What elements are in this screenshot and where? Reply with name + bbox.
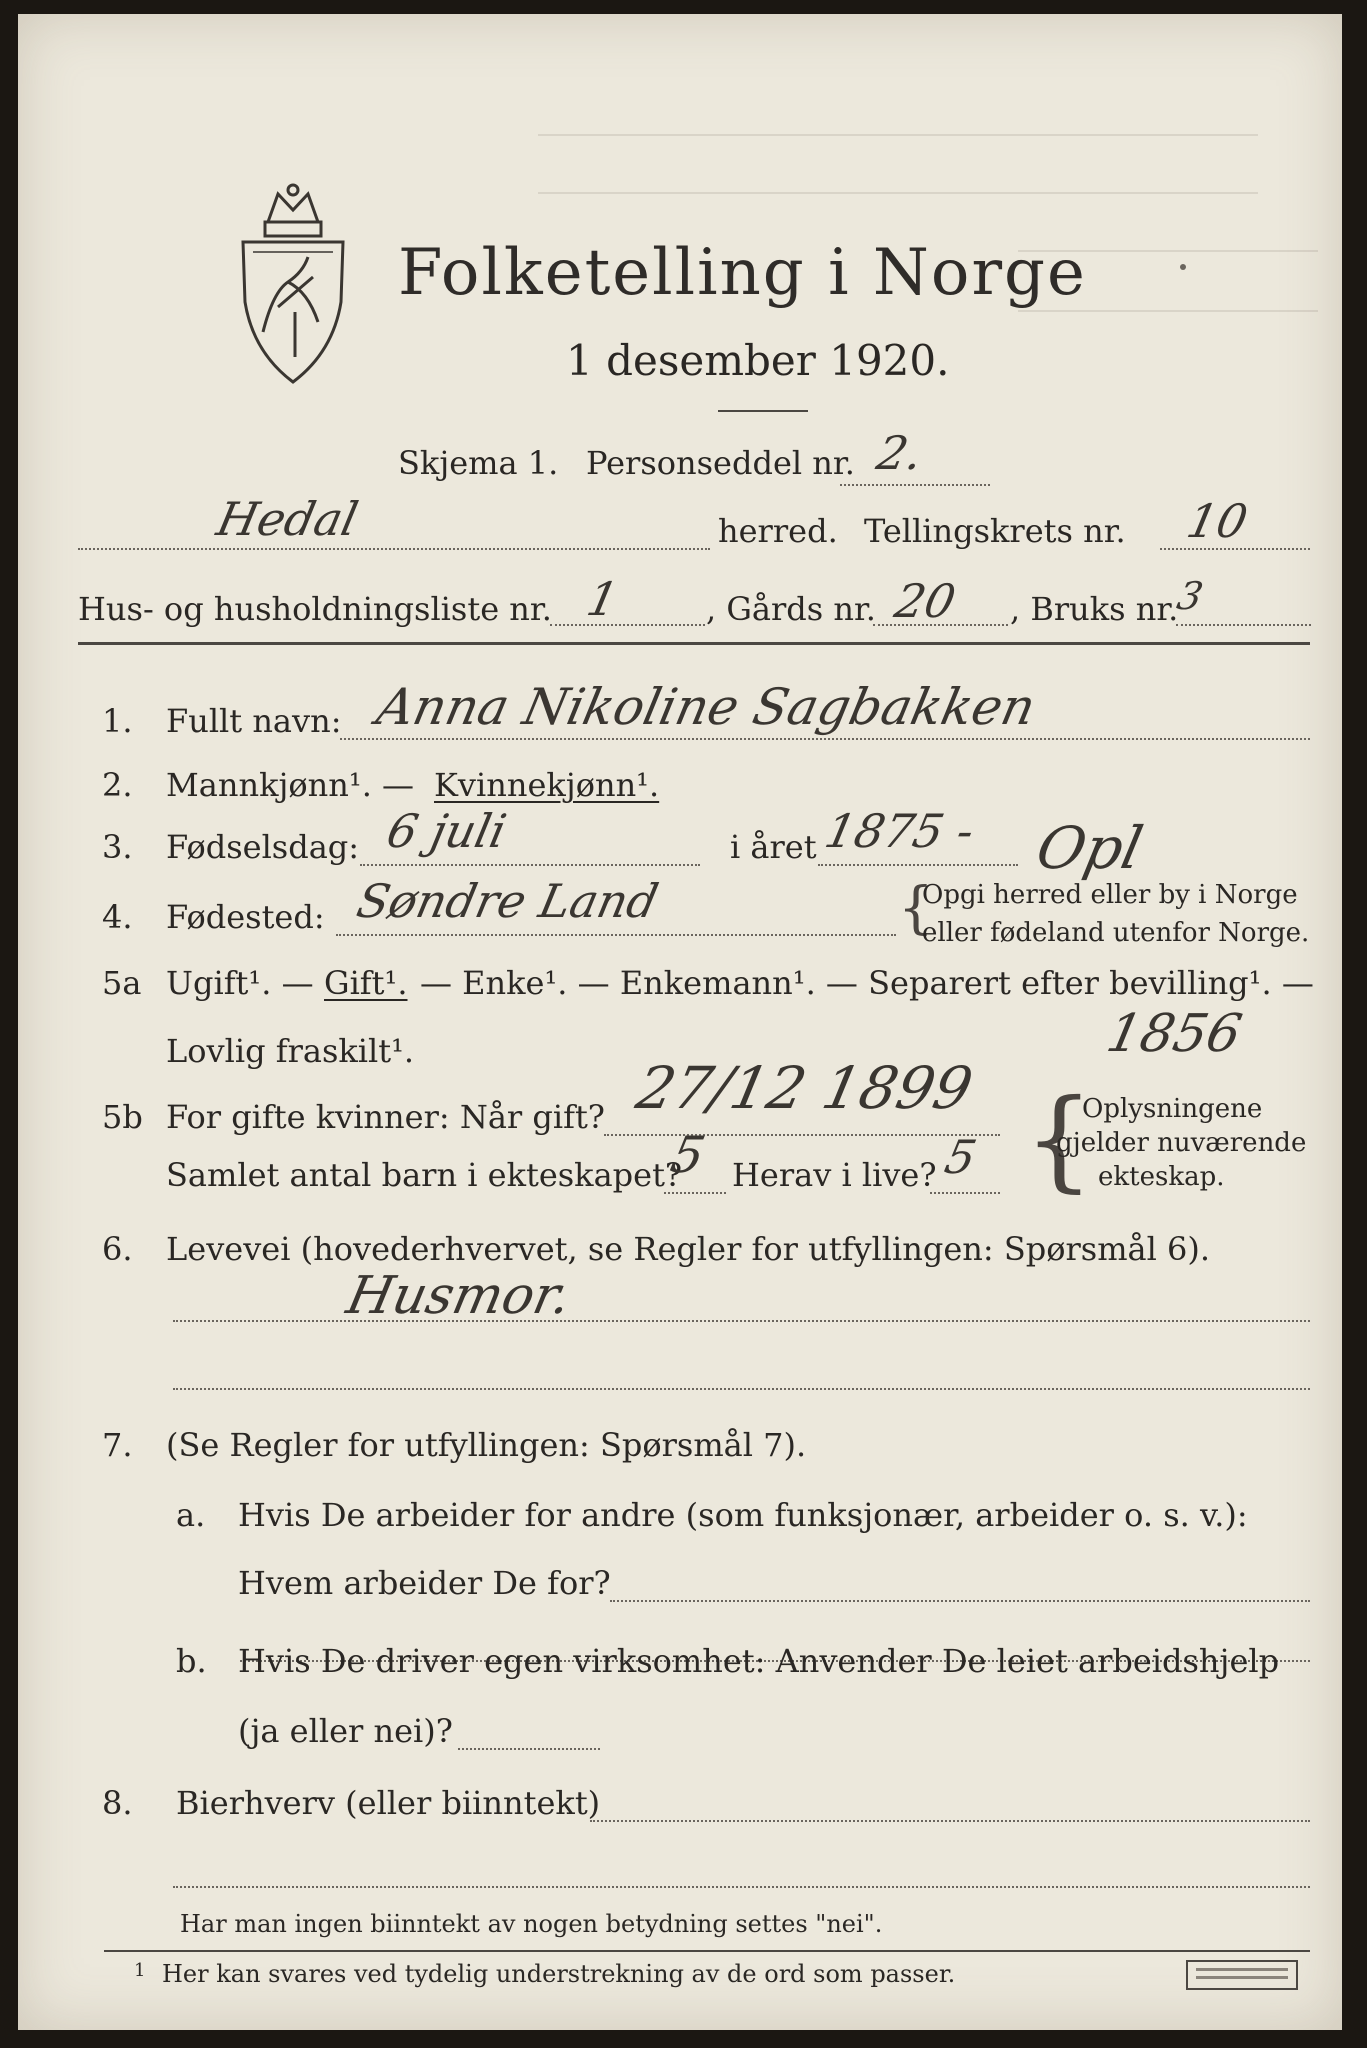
q6-line-2 bbox=[173, 1388, 1310, 1390]
q5b-note-2: gjelder nuværende bbox=[1056, 1128, 1307, 1158]
bruks-line bbox=[1176, 624, 1311, 626]
bruks-label: , Bruks nr. bbox=[1010, 590, 1179, 628]
personseddel-label: Personseddel nr. bbox=[586, 444, 855, 482]
q6-label: Levevei (hovederhvervet, se Regler for utfyllingen: Spørsmål 6). bbox=[166, 1230, 1211, 1268]
q5b-alive-label: Herav i live? bbox=[732, 1156, 937, 1194]
q7-label: (Se Regler for utfyllingen: Spørsmål 7). bbox=[166, 1426, 807, 1464]
q7a-line-1 bbox=[610, 1600, 1310, 1602]
q4-value: Søndre Land bbox=[352, 874, 663, 928]
q7b-letter: b. bbox=[176, 1642, 207, 1680]
q5b-married-value: 27/12 1899 bbox=[630, 1054, 979, 1122]
census-form-page bbox=[18, 14, 1342, 2030]
q2-female: Kvinnekjønn¹. bbox=[434, 766, 660, 804]
q7a-text: Hvis De arbeider for andre (som funksjonær, arbeider o. s. v.): bbox=[238, 1496, 1248, 1534]
q5b-alive-line bbox=[930, 1192, 1000, 1194]
q5b-note-3: ekteskap. bbox=[1098, 1162, 1225, 1192]
q8-number: 8. bbox=[102, 1784, 133, 1822]
printer-stamp bbox=[1186, 1960, 1298, 1990]
tellingskrets-line bbox=[1160, 548, 1310, 550]
q5a-annotation: 1856 bbox=[1101, 1004, 1247, 1064]
personseddel-value: 2. bbox=[872, 426, 928, 480]
q6-value: Husmor. bbox=[341, 1266, 577, 1326]
footnote-text: Her kan svares ved tydelig understrekning av de ord som passer. bbox=[162, 1960, 956, 1988]
q3-year-value: 1875 - bbox=[820, 804, 979, 858]
q3-year-label: i året bbox=[730, 828, 817, 866]
footnote-number: 1 bbox=[134, 1960, 146, 1981]
hus-line bbox=[550, 624, 705, 626]
skjema-label: Skjema 1. bbox=[398, 444, 559, 482]
q5a-ugift: Ugift¹. — bbox=[166, 964, 314, 1002]
q3-number: 3. bbox=[102, 828, 133, 866]
q3-day-line bbox=[360, 864, 700, 866]
q5b-children-label: Samlet antal barn i ekteskapet? bbox=[166, 1156, 683, 1194]
q3-extra-annotation: Opl bbox=[1030, 814, 1149, 882]
q2-male: Mannkjønn¹. — bbox=[166, 766, 415, 804]
herred-value: Hedal bbox=[212, 492, 363, 546]
q3-day-value: 6 juli bbox=[382, 804, 511, 858]
tellingskrets-label: Tellingskrets nr. bbox=[864, 512, 1126, 550]
q5a-gift: Gift¹. bbox=[324, 964, 408, 1002]
q5a-line2: Lovlig fraskilt¹. bbox=[166, 1032, 415, 1070]
personseddel-line bbox=[840, 484, 990, 486]
q4-note-2: eller fødeland utenfor Norge. bbox=[922, 918, 1310, 948]
q5b-brace: { bbox=[1024, 1075, 1094, 1203]
title-rule bbox=[718, 410, 808, 412]
form-title: Folketelling i Norge bbox=[398, 236, 1087, 310]
q2-number: 2. bbox=[102, 766, 133, 804]
q7b-text: Hvis De driver egen virksomhet: Anvender De leiet arbeidshjelp bbox=[238, 1642, 1280, 1680]
q4-note-1: Opgi herred eller by i Norge bbox=[922, 880, 1298, 910]
q1-number: 1. bbox=[102, 702, 133, 740]
bruks-value: 3 bbox=[1173, 574, 1207, 618]
q5b-number: 5b bbox=[102, 1098, 143, 1136]
footer-note: Har man ingen biinntekt av nogen betydning settes "nei". bbox=[180, 1910, 883, 1938]
q8-label: Bierhverv (eller biinntekt) bbox=[176, 1784, 601, 1822]
gards-value: 20 bbox=[890, 574, 961, 628]
q4-brace: { bbox=[898, 876, 934, 941]
form-date: 1 desember 1920. bbox=[566, 336, 950, 385]
q1-label: Fullt navn: bbox=[166, 702, 342, 740]
q6-number: 6. bbox=[102, 1230, 133, 1268]
q7-number: 7. bbox=[102, 1426, 133, 1464]
q8-line-2 bbox=[173, 1886, 1310, 1888]
q4-number: 4. bbox=[102, 898, 133, 936]
q5b-married-line bbox=[604, 1134, 1000, 1136]
q5b-children-value: 5 bbox=[665, 1126, 710, 1184]
tellingskrets-value: 10 bbox=[1182, 494, 1253, 548]
title-dot bbox=[1180, 264, 1186, 270]
q3-label: Fødselsdag: bbox=[166, 828, 360, 866]
herred-line bbox=[78, 548, 710, 550]
q3-year-line bbox=[818, 864, 1018, 866]
herred-label: herred. bbox=[718, 512, 838, 550]
gards-label: , Gårds nr. bbox=[706, 590, 876, 628]
q4-line bbox=[336, 934, 896, 936]
header-divider bbox=[78, 642, 1310, 645]
q7b-question: (ja eller nei)? bbox=[238, 1712, 453, 1750]
q4-label: Fødested: bbox=[166, 898, 325, 936]
q1-line bbox=[340, 738, 1310, 740]
q7a-question: Hvem arbeider De for? bbox=[238, 1564, 611, 1602]
q5b-children-line bbox=[664, 1192, 726, 1194]
q5b-label: For gifte kvinner: Når gift? bbox=[166, 1098, 605, 1136]
q7a-letter: a. bbox=[176, 1496, 206, 1534]
q7b-line bbox=[458, 1748, 600, 1750]
coat-of-arms-icon bbox=[233, 182, 353, 392]
footer-rule bbox=[104, 1950, 1310, 1952]
q8-line-1 bbox=[590, 1820, 1310, 1822]
q1-value: Anna Nikoline Sagbakken bbox=[371, 678, 1041, 736]
q5a-number: 5a bbox=[102, 964, 142, 1002]
hus-label: Hus- og husholdningsliste nr. bbox=[78, 590, 552, 628]
hus-value: 1 bbox=[582, 572, 624, 626]
q6-line-1 bbox=[173, 1320, 1310, 1322]
q5b-note-1: Oplysningene bbox=[1082, 1094, 1263, 1124]
q5b-alive-value: 5 bbox=[940, 1130, 982, 1184]
q5a-rest: — Enke¹. — Enkemann¹. — Separert efter bevilling¹. — bbox=[420, 964, 1314, 1002]
